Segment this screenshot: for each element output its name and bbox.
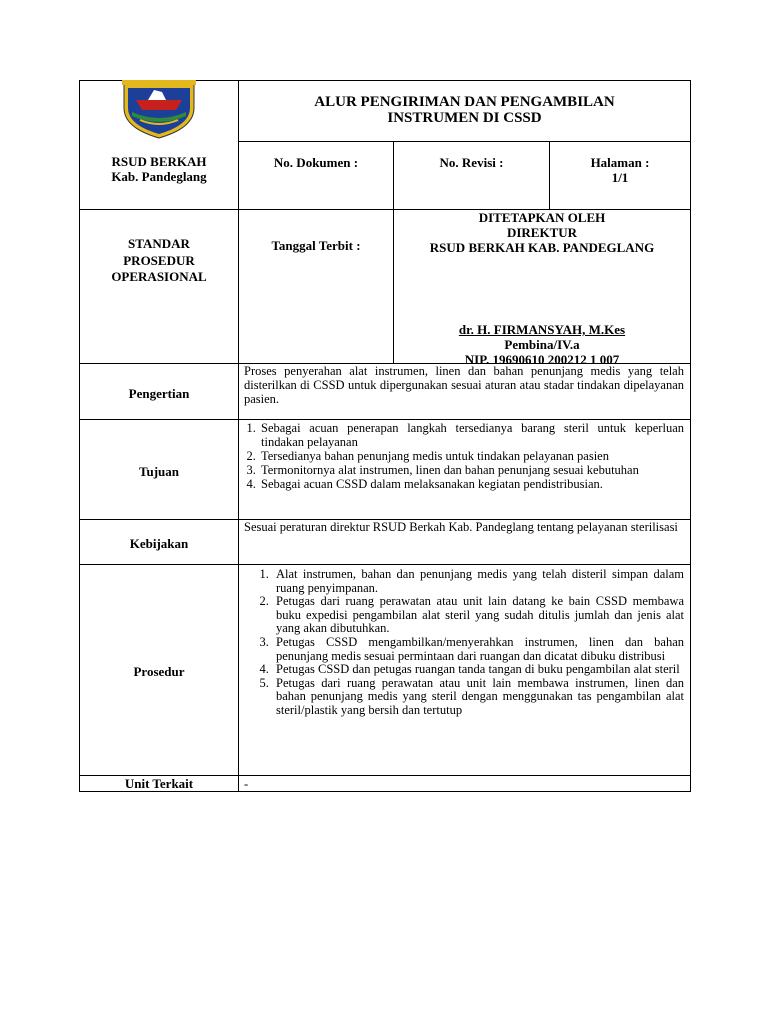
doc-number-label: No. Dokumen : bbox=[273, 155, 359, 170]
issue-date-label: Tanggal Terbit : bbox=[271, 238, 361, 253]
sop-type-line: STANDAR bbox=[128, 236, 190, 251]
section-label-prosedur: Prosedur bbox=[133, 664, 185, 679]
approval-line: DIREKTUR bbox=[506, 225, 578, 240]
director-rank: Pembina/IV.a bbox=[504, 337, 580, 352]
sop-type-line: OPERASIONAL bbox=[111, 269, 207, 284]
list-item: 1. Alat instrumen, bahan dan penunjang medis yang telah disteril simpan dalam ruang penyimpanan. bbox=[272, 568, 684, 595]
list-item: 3. Petugas CSSD mengambilkan/menyerahkan instrumen, linen dan bahan penunjang medis sesuai permintaan dari ruangan dan dicatat dibuku distribusi bbox=[272, 636, 684, 663]
hospital-name-line: RSUD BERKAH bbox=[111, 154, 207, 169]
list-item: 2. Tersedianya bahan penunjang medis untuk tindakan pelayanan pasien bbox=[259, 449, 684, 463]
document-title-line: ALUR PENGIRIMAN DAN PENGAMBILAN bbox=[314, 94, 615, 110]
table-border-left bbox=[79, 80, 80, 792]
unit-terkait-value: - bbox=[244, 777, 249, 791]
page-value: 1/1 bbox=[611, 170, 629, 185]
tujuan-list bbox=[244, 421, 684, 491]
document-title bbox=[239, 94, 690, 126]
page-info bbox=[550, 155, 690, 185]
director-nip: NIP. 19690610 200212 1 007 bbox=[464, 352, 620, 367]
table-divider bbox=[238, 80, 239, 792]
section-label-tujuan: Tujuan bbox=[139, 464, 179, 479]
table-divider bbox=[238, 141, 691, 142]
sop-type bbox=[80, 236, 238, 286]
table-divider bbox=[79, 419, 691, 420]
prosedur-list bbox=[244, 568, 684, 718]
section-label-pengertian: Pengertian bbox=[128, 386, 190, 401]
list-item: 4. Petugas CSSD dan petugas ruangan tanda tangan di buku pengambilan alat steril bbox=[272, 663, 684, 677]
table-border-bottom bbox=[79, 791, 691, 792]
table-divider bbox=[79, 564, 691, 565]
list-item: 4. Sebagai acuan CSSD dalam melaksanakan kegiatan pendistribusian. bbox=[259, 477, 684, 491]
page-label: Halaman : bbox=[590, 155, 650, 170]
hospital-name bbox=[80, 154, 238, 184]
kebijakan-text: Sesuai peraturan direktur RSUD Berkah Kab. Pandeglang tentang pelayanan sterilisasi bbox=[244, 520, 678, 534]
table-border-right bbox=[690, 80, 691, 792]
sop-type-line: PROSEDUR bbox=[123, 252, 195, 268]
pandeglang-regency-emblem-icon bbox=[118, 78, 200, 140]
section-label-kebijakan: Kebijakan bbox=[129, 536, 189, 551]
list-item: 2. Petugas dari ruang perawatan atau unit lain datang ke bain CSSD membawa buku expedisi pengambilan alat steril yang sudah ditulis jumlah dan jenis alat yang akan dibutuhkan. bbox=[272, 595, 684, 636]
document-title-line: INSTRUMEN DI CSSD bbox=[387, 110, 542, 126]
approval-block bbox=[394, 210, 690, 255]
section-label-unit-terkait: Unit Terkait bbox=[124, 776, 194, 791]
list-item: 1. Sebagai acuan penerapan langkah tersedianya barang steril untuk keperluan tindakan pelayanan bbox=[259, 421, 684, 449]
revision-label: No. Revisi : bbox=[439, 155, 504, 170]
director-name: dr. H. FIRMANSYAH, M.Kes bbox=[458, 322, 626, 337]
list-item: 5. Petugas dari ruang perawatan atau unit lain membawa instrumen, linen dan bahan penunjang medis yang steril dengan menggunakan tas pengambilan alat steril/plastik yang bersih dan tertutup bbox=[272, 677, 684, 718]
approval-line: DITETAPKAN OLEH bbox=[478, 210, 606, 225]
director-signature-block bbox=[394, 322, 690, 367]
approval-line: RSUD BERKAH KAB. PANDEGLANG bbox=[429, 240, 655, 255]
pengertian-text: Proses penyerahan alat instrumen, linen dan bahan penunjang medis yang telah disterilkan di CSSD untuk dipergunakan sesuai aturan atau stadar tindakan dipelayanan pasien. bbox=[244, 364, 684, 406]
list-item: 3. Termonitornya alat instrumen, linen dan bahan penunjang sesuai kebutuhan bbox=[259, 463, 684, 477]
hospital-location-line: Kab. Pandeglang bbox=[111, 169, 207, 184]
